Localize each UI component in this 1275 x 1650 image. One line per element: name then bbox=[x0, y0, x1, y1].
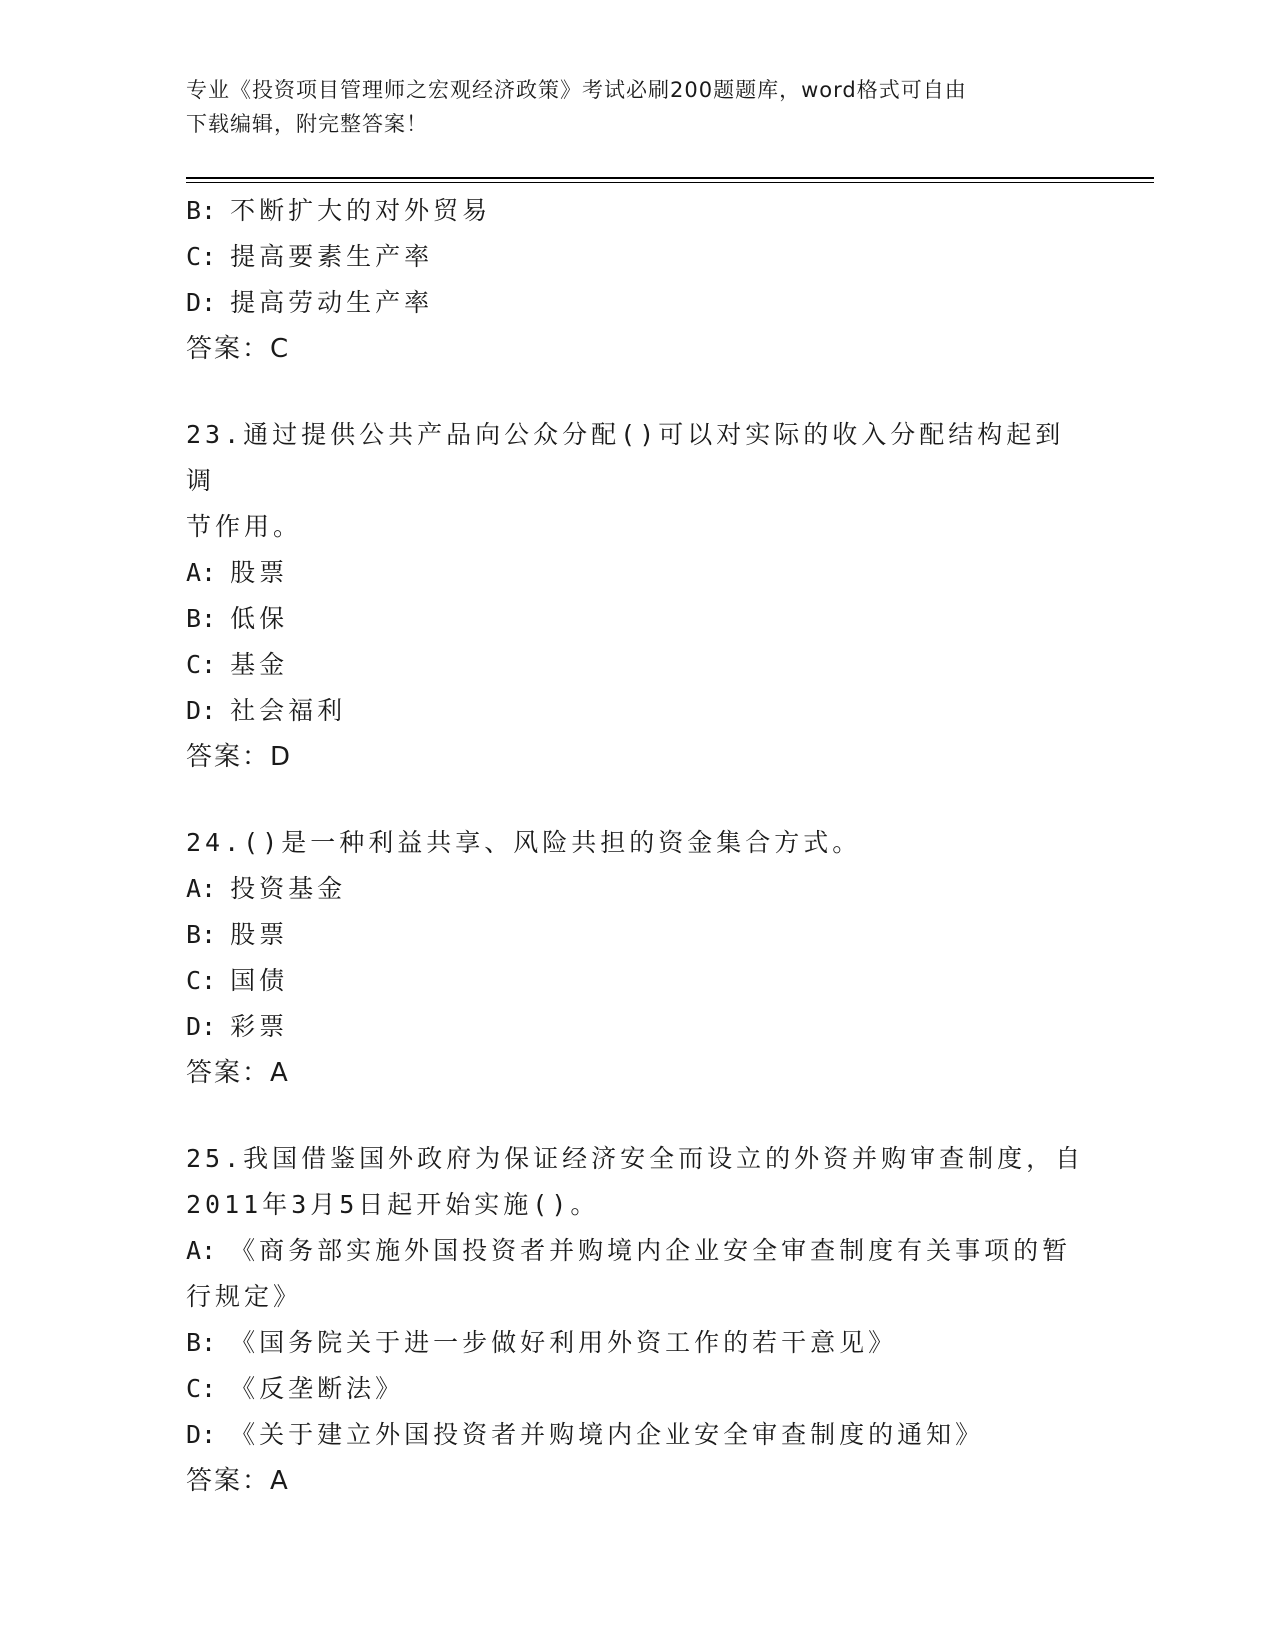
header-line-1: 专业《投资项目管理师之宏观经济政策》考试必刷200题题库，word格式可自由 bbox=[186, 78, 967, 102]
header-rule-thick bbox=[186, 177, 1154, 179]
question-24 bbox=[186, 820, 1086, 1096]
question-stem: 25.我国借鉴国外政府为保证经济安全而设立的外资并购审查制度，自 bbox=[186, 1144, 1085, 1173]
option-d: D: 社会福利 bbox=[186, 696, 347, 725]
header-rule-thin bbox=[186, 182, 1154, 183]
question-23 bbox=[186, 412, 1086, 780]
question-stem: 2011年3月5日起开始实施()。 bbox=[186, 1190, 600, 1219]
option-b: B: 股票 bbox=[186, 920, 289, 949]
option-c: C: 基金 bbox=[186, 650, 289, 679]
option-b: B: 《国务院关于进一步做好利用外资工作的若干意见》 bbox=[186, 1328, 898, 1357]
document-header bbox=[186, 73, 1066, 141]
option-d: D: 彩票 bbox=[186, 1012, 289, 1041]
option-c: C: 提高要素生产率 bbox=[186, 242, 434, 271]
option-a: A: 股票 bbox=[186, 558, 289, 587]
document-body bbox=[186, 188, 1086, 1504]
option-c: C: 国债 bbox=[186, 966, 289, 995]
option-d: D: 《关于建立外国投资者并购境内企业安全审查制度的通知》 bbox=[186, 1420, 985, 1449]
option-a: A: 投资基金 bbox=[186, 874, 347, 903]
question-22-continued bbox=[186, 188, 1086, 372]
answer: 答案：D bbox=[186, 742, 293, 772]
option-a-continued: 行规定》 bbox=[186, 1282, 303, 1311]
option-b: B: 低保 bbox=[186, 604, 289, 633]
option-c: C: 《反垄断法》 bbox=[186, 1374, 405, 1403]
option-d: D: 提高劳动生产率 bbox=[186, 288, 434, 317]
answer: 答案：A bbox=[186, 1058, 290, 1088]
answer: 答案：A bbox=[186, 1466, 290, 1496]
header-line-2: 下载编辑，附完整答案！ bbox=[186, 112, 428, 136]
question-25 bbox=[186, 1136, 1086, 1504]
question-stem: 23.通过提供公共产品向公众分配()可以对实际的收入分配结构起到调 bbox=[186, 420, 1065, 495]
option-b: B: 不断扩大的对外贸易 bbox=[186, 196, 492, 225]
answer: 答案：C bbox=[186, 334, 291, 364]
question-stem: 24.()是一种利益共享、风险共担的资金集合方式。 bbox=[186, 828, 862, 857]
option-a: A: 《商务部实施外国投资者并购境内企业安全审查制度有关事项的暂 bbox=[186, 1236, 1072, 1265]
question-stem: 节作用。 bbox=[186, 512, 303, 541]
